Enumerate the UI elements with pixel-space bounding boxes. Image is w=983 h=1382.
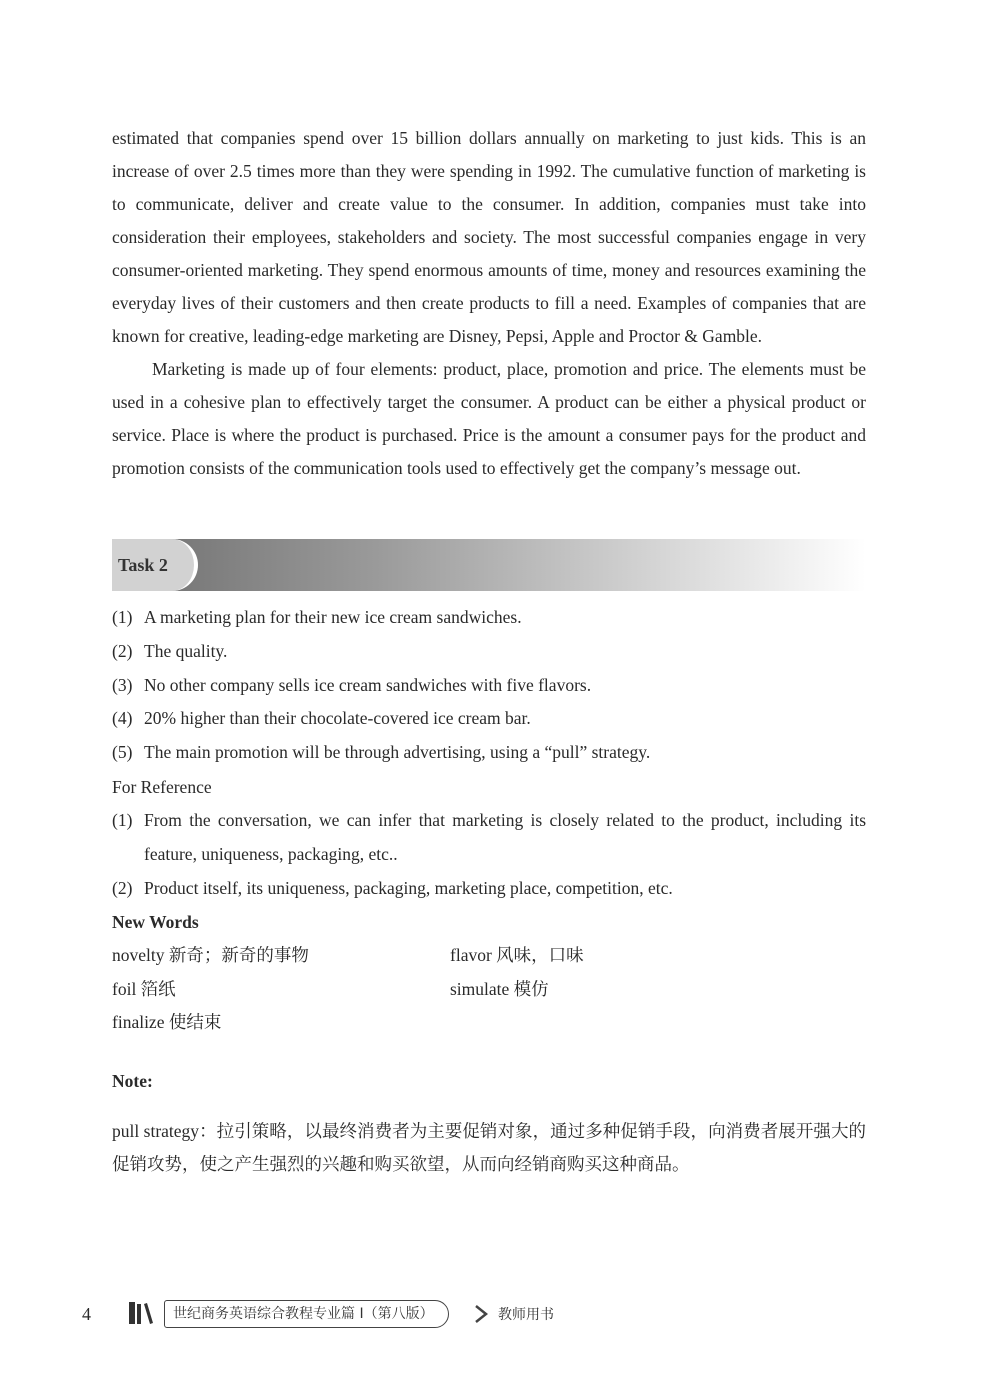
list-item	[112, 601, 866, 635]
list-item	[112, 635, 866, 669]
new-words-title: New Words	[112, 912, 199, 933]
item-text: 20% higher than their chocolate-covered ice cream bar.	[144, 708, 531, 729]
word-entry: simulate 模仿	[450, 978, 549, 999]
word-entry: foil 箔纸	[112, 978, 176, 999]
page-footer	[0, 1296, 983, 1332]
item-number: (4)	[112, 708, 133, 729]
list-item	[112, 804, 866, 872]
item-text: Product itself, its uniqueness, packaging, marketing place, competition, etc.	[144, 877, 673, 898]
task-banner	[112, 539, 866, 591]
new-words-grid	[112, 939, 866, 1040]
item-number: (1)	[112, 607, 133, 627]
item-number: (1)	[112, 809, 133, 830]
item-text: The main promotion will be through advertising, using a “pull” strategy.	[144, 742, 651, 763]
note-text: pull strategy：拉引策略，以最终消费者为主要促销对象，通过多种促销手段，向消费者展开强大的促销攻势，使之产生强烈的兴趣和购买欲望，从而向经销商购买这种商品。	[112, 1121, 866, 1175]
list-item	[112, 736, 866, 770]
list-item	[112, 872, 866, 906]
body-paragraph-1: estimated that companies spend over 15 billion dollars annually on marketing to just kids. This is an increase of over 2.5 times more than they were spending in 1992. The cumulative function of marketing is to communicate, deliver and create value to the consumer. In addition, companies must take into consideration their employees, stakeholders and society. The most successful companies engage in very consumer-oriented marketing. They spend enormous amounts of time, money and resources examining the everyday lives of their customers and then create products to fill a need. Examples of companies that are known for creative, leading-edge marketing are Disney, Pepsi, Apple and Proctor & Gamble.	[112, 128, 866, 346]
reference-title: For Reference	[112, 776, 212, 797]
item-text: The quality.	[144, 640, 228, 661]
page-number: 4	[82, 1304, 91, 1324]
item-number: (3)	[112, 674, 133, 695]
item-number: (2)	[112, 640, 133, 661]
page-content	[112, 122, 866, 1181]
answer-list	[112, 601, 866, 770]
item-number: (2)	[112, 877, 133, 898]
item-text: No other company sells ice cream sandwiches with five flavors.	[144, 674, 592, 695]
book-title-box: 世纪商务英语综合教程专业篇 I（第八版）	[164, 1300, 449, 1328]
chevron-right-icon	[474, 1305, 488, 1323]
books-icon	[128, 1300, 158, 1326]
item-number: (5)	[112, 742, 133, 763]
task-tab	[112, 539, 198, 591]
word-entry: finalize 使结束	[112, 1012, 222, 1033]
item-text: A marketing plan for their new ice cream sandwiches.	[144, 607, 522, 627]
list-item	[112, 669, 866, 703]
list-item	[112, 702, 866, 736]
book-subtitle: 教师用书	[498, 1307, 554, 1323]
body-paragraph-2: Marketing is made up of four elements: product, place, promotion and price. The elements must be used in a cohesive plan to effectively target the consumer. A product can be either a physical product or service. Place is where the product is purchased. Price is the amount a consumer pays for the product and promotion consists of the communication tools used to effectively get the company’s message out.	[112, 359, 866, 478]
word-entry: flavor 风味，口味	[450, 945, 584, 966]
task-label: Task 2	[118, 554, 168, 575]
word-entry: novelty 新奇；新奇的事物	[112, 945, 309, 966]
note-title: Note:	[112, 1070, 153, 1091]
reference-list	[112, 804, 866, 905]
item-text: From the conversation, we can infer that marketing is closely related to the product, including its feature, uniqueness, packaging, etc..	[144, 809, 866, 864]
